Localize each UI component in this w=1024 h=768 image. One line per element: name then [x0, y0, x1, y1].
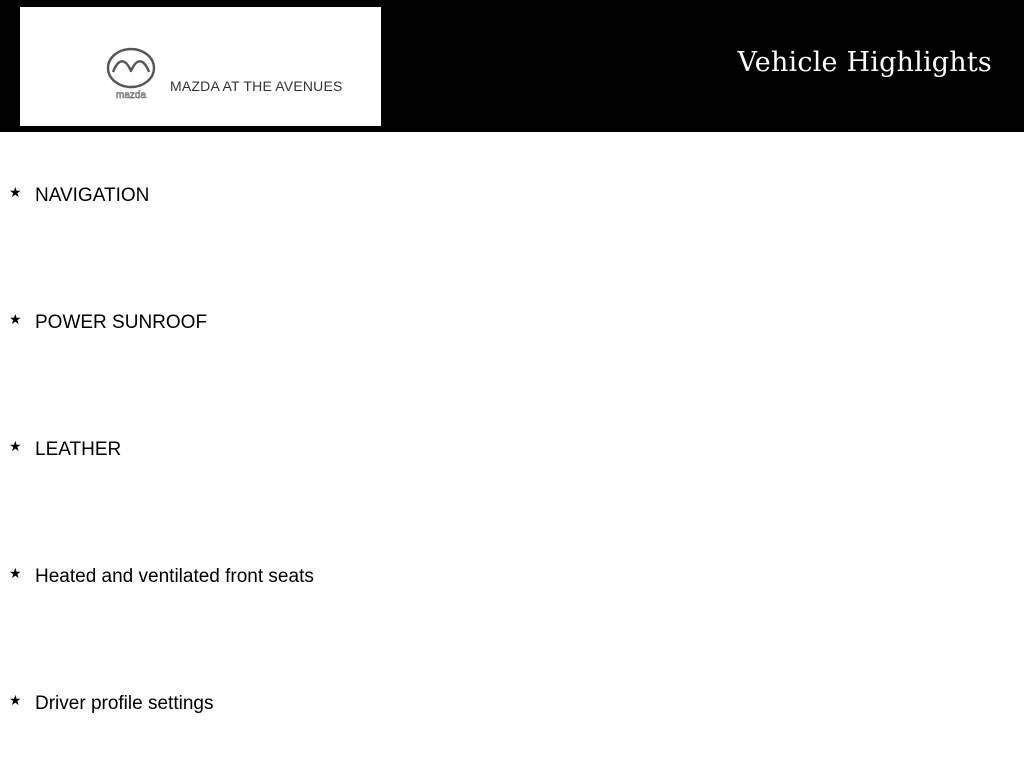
page-title: Vehicle Highlights	[737, 47, 992, 78]
mazda-emblem-icon	[104, 41, 160, 105]
highlight-label: Heated and ventilated front seats	[35, 566, 314, 587]
star-icon: ★	[9, 693, 22, 709]
star-icon: ★	[9, 566, 22, 582]
header-bar	[0, 0, 1024, 132]
highlight-label: NAVIGATION	[35, 185, 150, 206]
vehicle-highlights-list	[0, 132, 1024, 768]
highlight-item	[0, 563, 1024, 593]
highlight-label: Driver profile settings	[35, 693, 214, 714]
star-icon: ★	[9, 312, 22, 328]
star-icon: ★	[9, 185, 22, 201]
dealer-name: MAZDA AT THE AVENUES	[170, 78, 343, 94]
highlight-item	[0, 690, 1024, 720]
highlight-item	[0, 309, 1024, 339]
highlight-label: POWER SUNROOF	[35, 312, 208, 333]
star-icon: ★	[9, 439, 22, 455]
mazda-emblem-text: mazda	[115, 90, 147, 101]
highlight-label: LEATHER	[35, 439, 122, 460]
dealer-logo	[20, 7, 381, 126]
highlight-item	[0, 182, 1024, 212]
highlight-item	[0, 436, 1024, 466]
